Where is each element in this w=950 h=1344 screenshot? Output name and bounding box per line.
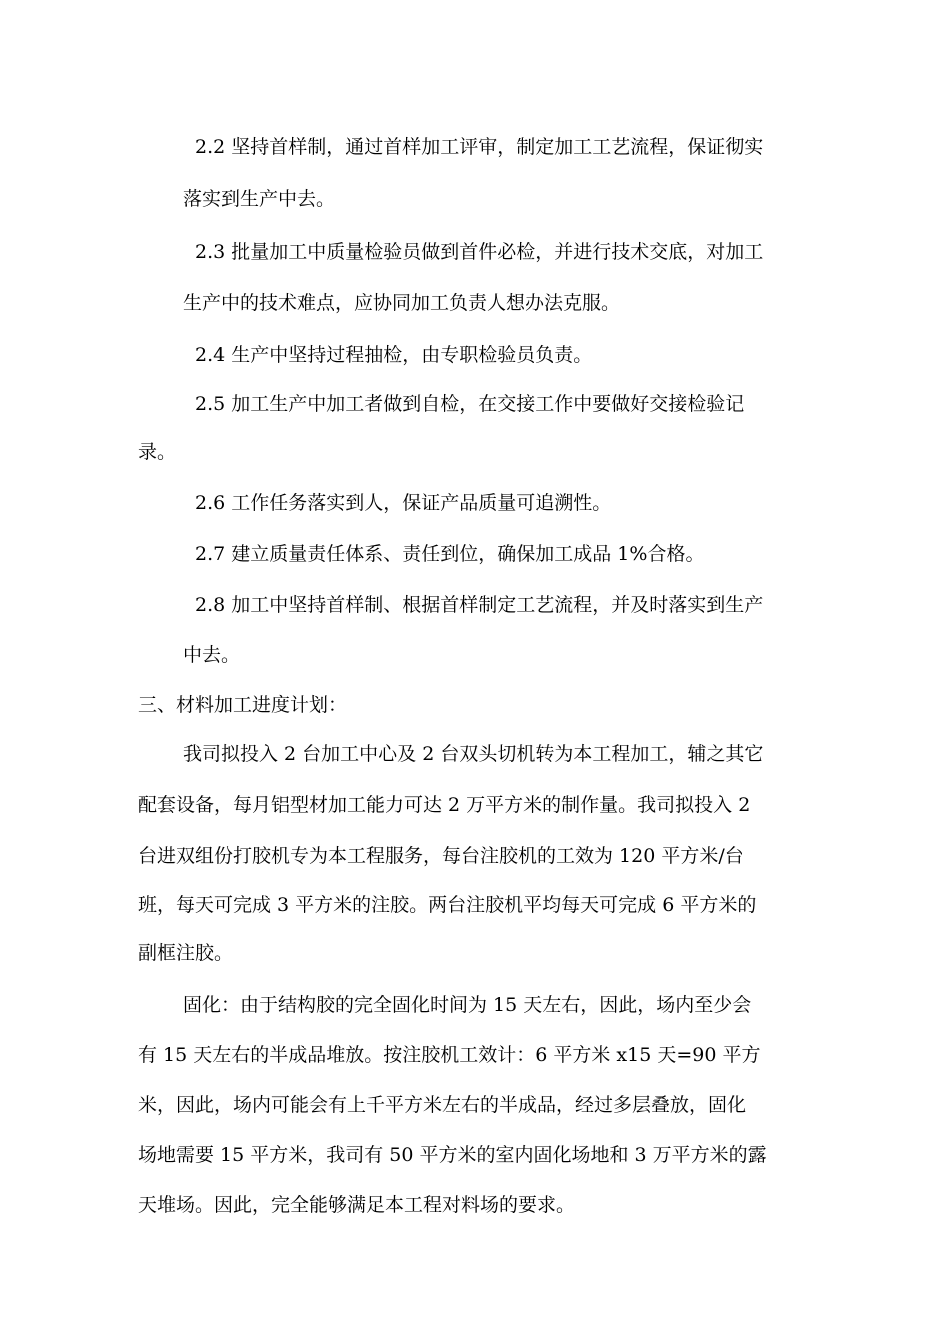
text-line: 2.5 加工生产中加工者做到自检，在交接工作中要做好交接检验记 bbox=[195, 393, 745, 415]
text-line: 录。 bbox=[138, 441, 177, 463]
text-line: 落实到生产中去。 bbox=[183, 188, 336, 210]
section-heading: 三、材料加工进度计划： bbox=[138, 694, 348, 716]
text-line: 2.8 加工中坚持首样制、根据首样制定工艺流程，并及时落实到生产 bbox=[195, 594, 764, 616]
text-line: 班，每天可完成 3 平方米的注胶。两台注胶机平均每天可完成 6 平方米的 bbox=[138, 894, 757, 916]
text-line: 中去。 bbox=[183, 644, 241, 666]
text-line: 我司拟投入 2 台加工中心及 2 台双头切机转为本工程加工，辅之其它 bbox=[183, 743, 764, 765]
text-line: 2.7 建立质量责任体系、责任到位，确保加工成品 1%合格。 bbox=[195, 543, 705, 565]
text-line: 2.4 生产中坚持过程抽检，由专职检验员负责。 bbox=[195, 344, 593, 366]
text-line: 配套设备，每月铝型材加工能力可达 2 万平方米的制作量。我司拟投入 2 bbox=[138, 794, 751, 816]
text-line: 天堆场。因此，完全能够满足本工程对料场的要求。 bbox=[138, 1194, 576, 1216]
text-line: 2.3 批量加工中质量检验员做到首件必检，并进行技术交底，对加工 bbox=[195, 241, 764, 263]
text-line: 2.2 坚持首样制，通过首样加工评审，制定加工工艺流程，保证彻实 bbox=[195, 136, 764, 158]
text-line: 生产中的技术难点，应协同加工负责人想办法克服。 bbox=[183, 292, 621, 314]
text-line: 台进双组份打胶机专为本工程服务，每台注胶机的工效为 120 平方米/台 bbox=[138, 845, 744, 867]
text-line: 米，因此，场内可能会有上千平方米左右的半成品，经过多层叠放，固化 bbox=[138, 1094, 747, 1116]
text-line: 场地需要 15 平方米，我司有 50 平方米的室内固化场地和 3 万平方米的露 bbox=[138, 1144, 767, 1166]
text-line: 固化：由于结构胶的完全固化时间为 15 天左右，因此，场内至少会 bbox=[183, 994, 752, 1016]
text-line: 副框注胶。 bbox=[138, 942, 234, 964]
text-line: 有 15 天左右的半成品堆放。按注胶机工效计：6 平方米 x15 天=90 平方 bbox=[138, 1044, 761, 1066]
text-line: 2.6 工作任务落实到人，保证产品质量可追溯性。 bbox=[195, 492, 612, 514]
